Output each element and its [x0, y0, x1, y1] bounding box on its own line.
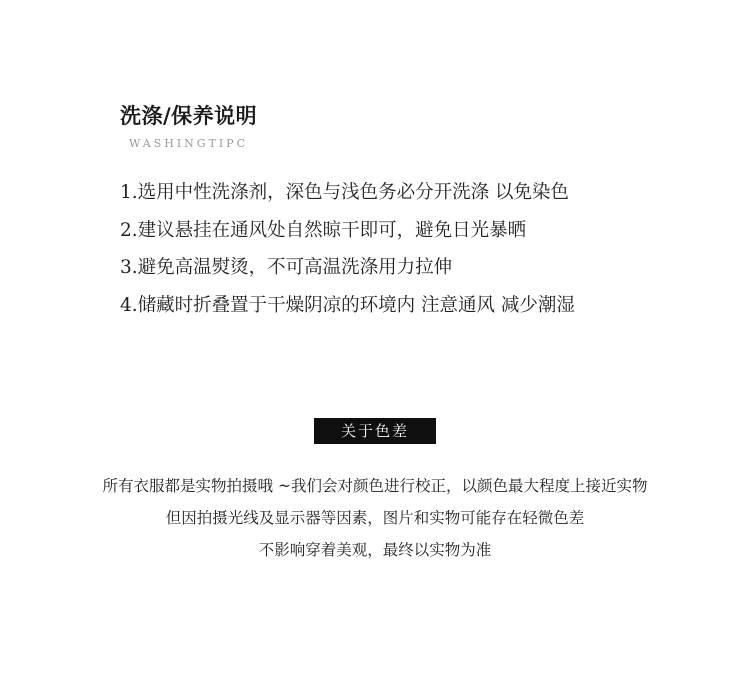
color-difference-badge: 关于色差	[314, 418, 436, 444]
color-note-line: 不影响穿着美观，最终以实物为准	[258, 541, 492, 559]
color-difference-notes	[0, 470, 750, 566]
care-tips-list	[120, 174, 575, 324]
care-tip: 2.建议悬挂在通风处自然晾干即可，避免日光暴晒	[120, 219, 527, 241]
care-tip: 3.避免高温熨烫，不可高温洗涤用力拉伸	[120, 257, 453, 278]
care-tip: 1.选用中性洗涤剂，深色与浅色务必分开洗涤 以免染色	[120, 182, 570, 203]
care-subtitle: WASHINGTIPC	[129, 137, 249, 150]
color-note-line: 但因拍摄光线及显示器等因素，图片和实物可能存在轻微色差	[165, 509, 585, 527]
color-note-line: 所有衣服都是实物拍摄哦 ~我们会对颜色进行校正，以颜色最大程度上接近实物	[102, 477, 648, 495]
care-title: 洗涤/保养说明	[120, 104, 258, 128]
care-tip: 4.储藏时折叠置于干燥阴凉的环境内 注意通风 减少潮湿	[120, 294, 575, 316]
